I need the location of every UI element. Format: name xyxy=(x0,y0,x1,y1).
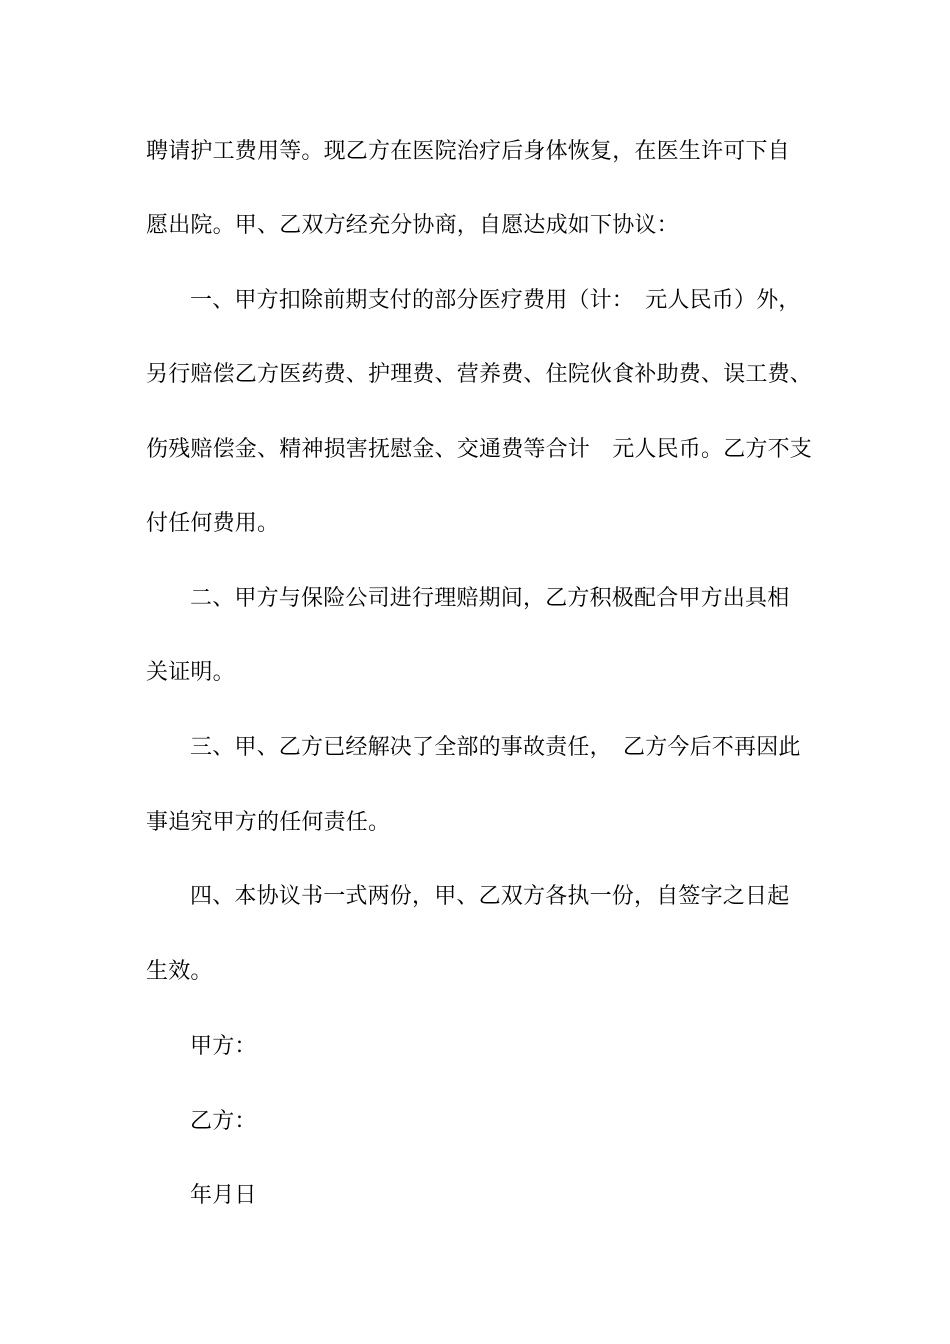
party-b-label: 乙方： xyxy=(190,1109,257,1134)
clause-1-line-3: 伤残赔偿金、精神损害抚慰金、交通费等合计 元人民币。乙方不支 xyxy=(146,437,813,462)
clause-3-line-2: 事追究甲方的任何责任。 xyxy=(146,810,391,835)
clause-3-line-1: 三、甲、乙方已经解决了全部的事故责任， 乙方今后不再因此 xyxy=(190,735,801,760)
clause-4-line-1: 四、本协议书一式两份，甲、乙双方各执一份，自签字之日起 xyxy=(190,884,790,909)
clause-1-line-4: 付任何费用。 xyxy=(146,511,280,536)
clause-2-line-2: 关证明。 xyxy=(146,660,235,685)
clause-1-line-2: 另行赔偿乙方医药费、护理费、营养费、住院伙食补助费、误工费、 xyxy=(146,362,813,387)
clause-4-line-2: 生效。 xyxy=(146,959,213,984)
date-label: 年月日 xyxy=(190,1183,257,1208)
party-a-label: 甲方： xyxy=(190,1034,257,1059)
clause-2-line-1: 二、甲方与保险公司进行理赔期间，乙方积极配合甲方出具相 xyxy=(190,586,790,611)
clause-1-line-1: 一、甲方扣除前期支付的部分医疗费用（计： 元人民币）外， xyxy=(190,288,801,313)
paragraph-line-2: 愿出院。甲、乙双方经充分协商，自愿达成如下协议： xyxy=(146,213,679,238)
paragraph-line-1: 聘请护工费用等。现乙方在医院治疗后身体恢复，在医生许可下自 xyxy=(146,139,790,164)
